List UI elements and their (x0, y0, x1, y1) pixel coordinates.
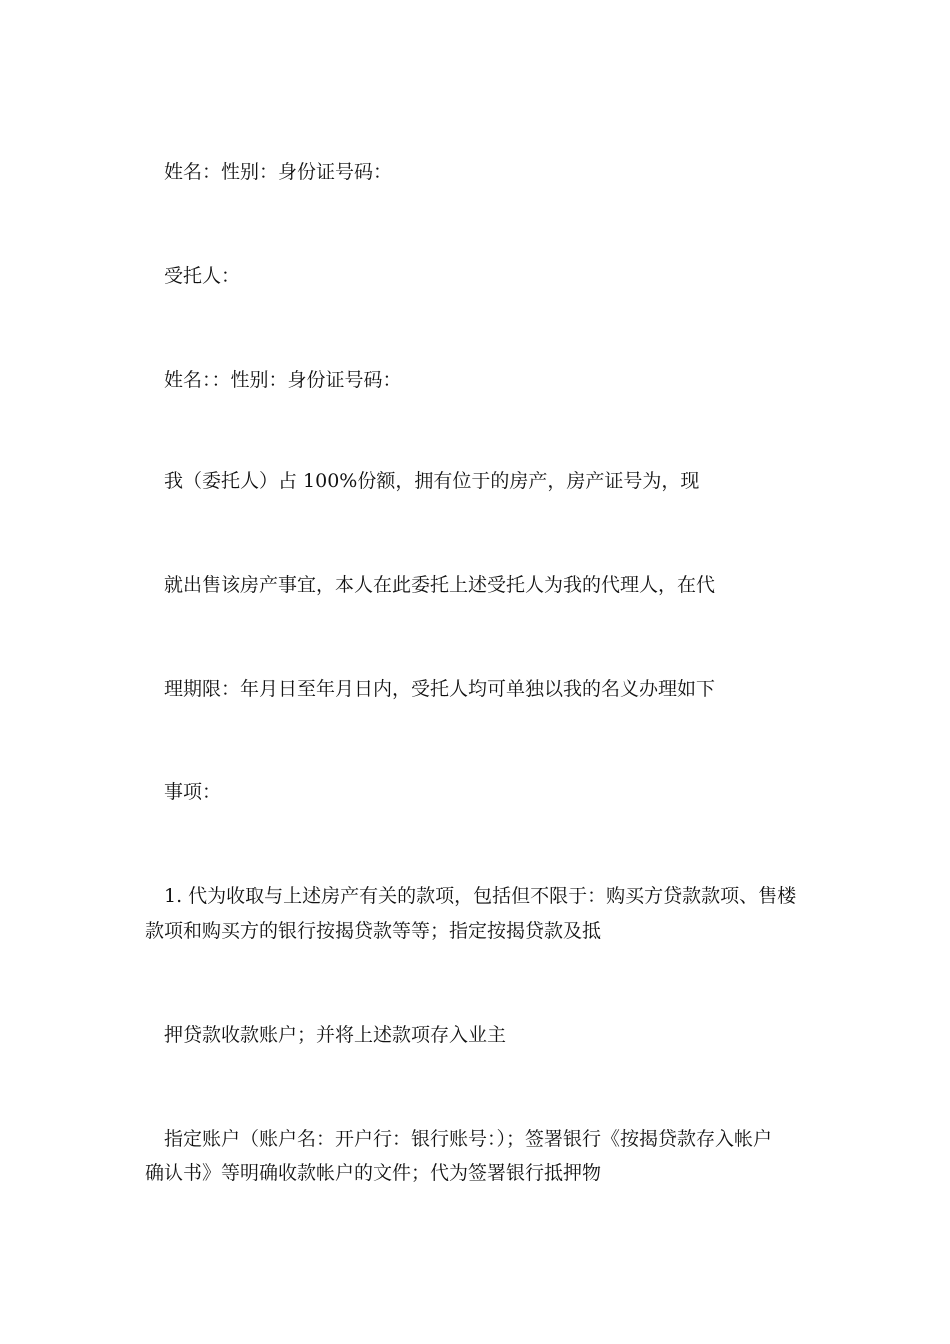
agent-heading: 受托人： (164, 265, 241, 287)
agent-info-line: 姓名：：性别：身份证号码： (164, 369, 402, 391)
clause-line: 款项和购买方的银行按揭贷款等等；指定按揭贷款及抵 (145, 920, 602, 942)
matters-heading: 事项： (164, 781, 222, 803)
body-paragraph-line: 我（委托人）占 100%份额，拥有位于的房产，房产证号为，现 (164, 470, 700, 492)
principal-info-line: 姓名：性别：身份证号码： (164, 161, 393, 183)
clause-line: 1. 代为收取与上述房产有关的款项，包括但不限于：购买方贷款款项、售楼 (164, 885, 797, 907)
body-paragraph-line: 理期限：年月日至年月日内，受托人均可单独以我的名义办理如下 (164, 678, 716, 700)
clause-line: 确认书》等明确收款帐户的文件；代为签署银行抵押物 (145, 1162, 602, 1184)
clause-line: 押贷款收款账户；并将上述款项存入业主 (164, 1024, 507, 1046)
body-paragraph-line: 就出售该房产事宜，本人在此委托上述受托人为我的代理人，在代 (164, 574, 716, 596)
clause-line: 指定账户（账户名：开户行：银行账号：）；签署银行《按揭贷款存入帐户 (164, 1128, 773, 1150)
